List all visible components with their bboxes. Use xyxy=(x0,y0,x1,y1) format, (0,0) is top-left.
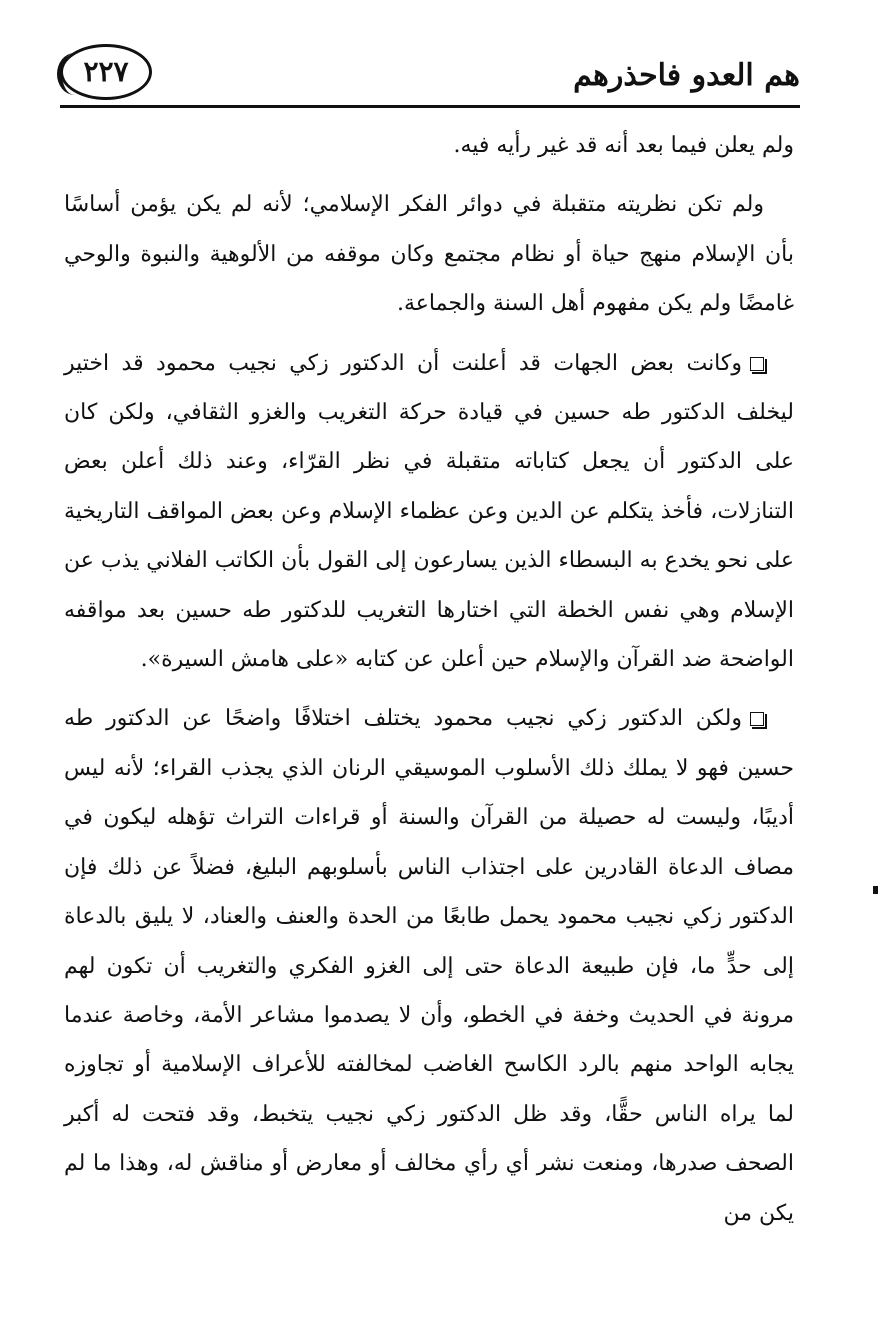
margin-mark xyxy=(873,886,878,894)
paragraph xyxy=(64,121,794,170)
body-text xyxy=(64,121,794,1238)
page-header xyxy=(60,44,800,108)
header-rule xyxy=(60,105,800,108)
paragraph xyxy=(64,180,794,328)
paragraph-text: ولم تكن نظريته متقبلة في دوائر الفكر الإسلامي؛ لأنه لم يكن يؤمن أساسًا بأن الإسلام منهج حياة أو نظام مجتمع وكان موقفه من الألوهية والنبوة والوحي غامضًا ولم يكن مفهوم أهل السنة والجماعة. xyxy=(64,192,794,317)
paragraph-text: وكانت بعض الجهات قد أعلنت أن الدكتور زكي نجيب محمود قد اختير ليخلف الدكتور طه حسين في قيادة حركة التغريب والغزو الثقافي، ولكن كان على الدكتور أن يجعل كتاباته متقبلة في نظر القرّاء، وعند ذلك أعلن بعض التنازلات، فأخذ يتكلم عن الدين وعن عظماء الإسلام وعن بعض المواقف التاريخية على نحو يخدع به البسطاء الذين يسارعون إلى القول بأن الكاتب الفلاني يذب عن الإسلام وهي نفس الخطة التي اختارها التغريب للدكتور طه حسين بعد مواقفه الواضحة ضد القرآن والإسلام حين أعلن عن كتابه «على هامش السيرة». xyxy=(63,350,794,673)
square-bullet-icon xyxy=(750,712,764,726)
paragraph xyxy=(64,339,794,685)
paragraph-text: ولكن الدكتور زكي نجيب محمود يختلف اختلافًا واضحًا عن الدكتور طه حسين فهو لا يملك ذلك الأسلوب الموسيقي الرنان الذي يجذب القراء؛ لأنه ليس أديبًا، وليست له حصيلة من القرآن والسنة أو قراءات التراث تؤهله ليكون في مصاف الدعاة القادرين على اجتذاب الناس بأسلوبهم البليغ، فضلاً عن ذلك فإن الدكتور زكي نجيب محمود يحمل طابعًا من الحدة والعنف والعناد، لا يليق بالدعاة إلى حدٍّ ما، فإن طبيعة الدعاة حتى إلى الغزو الفكري والتغريب أن تكون لهم مرونة في الحديث وخفة في الخطو، وأن لا يصدموا مشاعر الأمة، وخاصة عندما يجابه الواحد منهم بالرد الكاسح الغاضب لمخالفته للأعراف الإسلامية أو تجاوزه لما يراه الناس حقًّا، وقد ظل الدكتور زكي نجيب يتخبط، وقد فتحت له أكبر الصحف صدرها، ومنعت نشر أي رأي مخالف أو معارض أو مناقش له، وهذا ما لم يكن من xyxy=(64,706,794,1226)
paragraph-text: ولم يعلن فيما بعد أنه قد غير رأيه فيه. xyxy=(453,133,794,158)
square-bullet-icon xyxy=(750,357,764,371)
page-number-badge xyxy=(60,44,152,100)
paragraph xyxy=(64,694,794,1237)
page-number: ٢٢٧ xyxy=(83,55,129,88)
running-title: هم العدو فاحذرهم xyxy=(573,58,800,93)
